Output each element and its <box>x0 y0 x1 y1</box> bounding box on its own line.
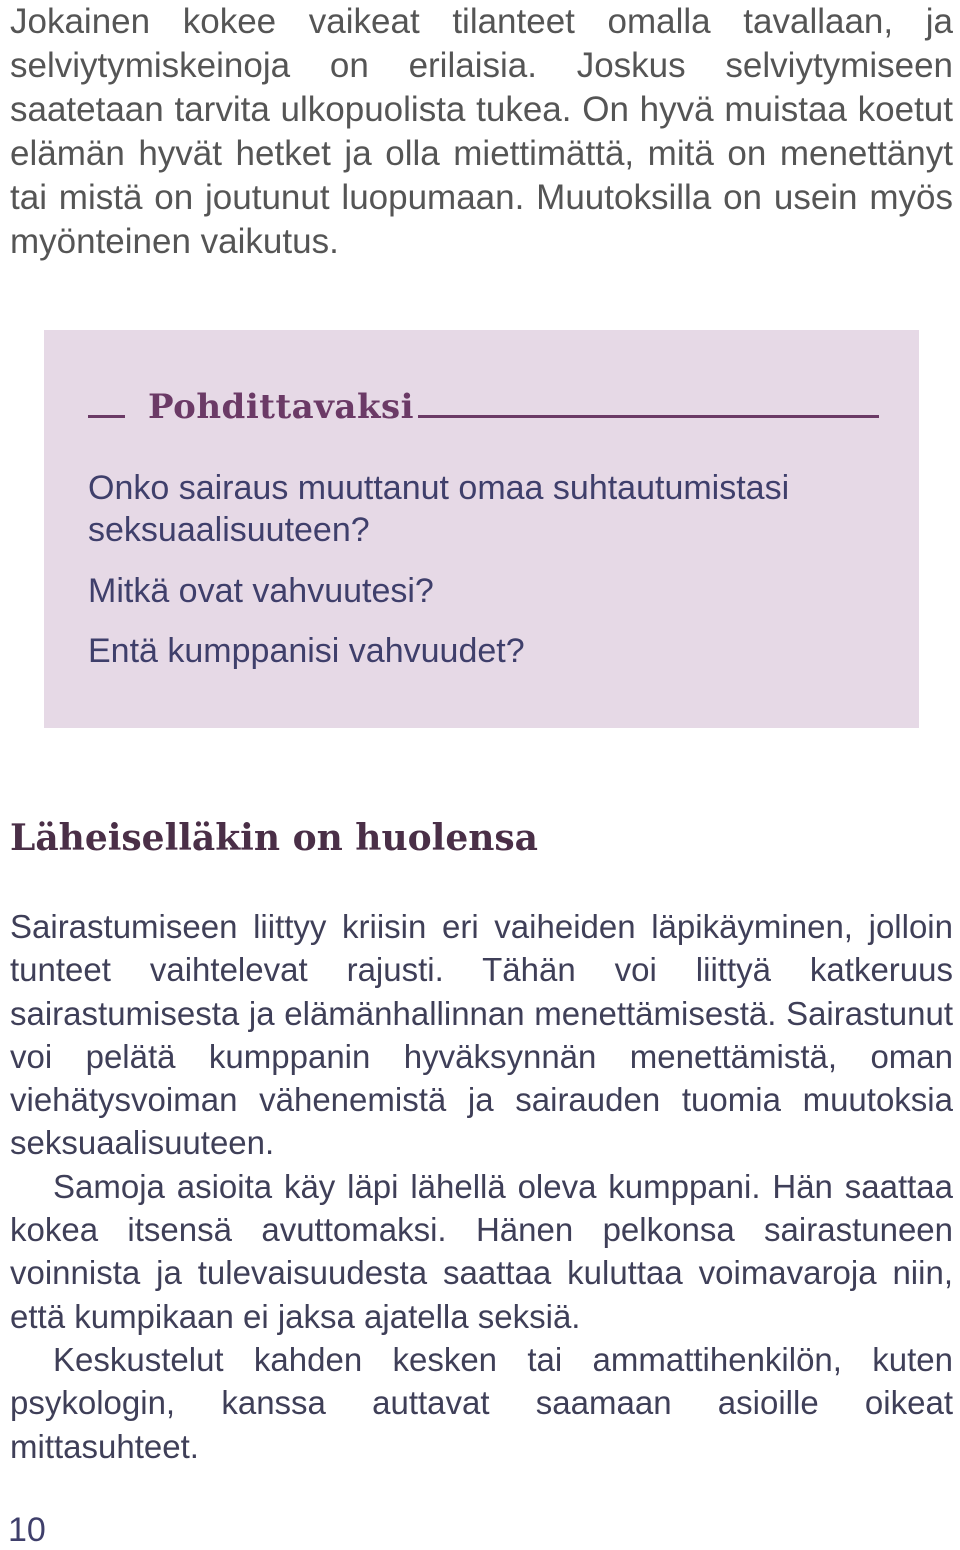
body-paragraph: Sairastumiseen liittyy kriisin eri vaiheiden läpikäyminen, jolloin tunteet vaihtelevat rajusti. Tähän voi liittyä katkeruus sairastumisesta ja elämänhallinnan menettämisestä. Sairastunut voi pelätä kumppanin hyväksynnän menettämistä, oman viehätysvoiman vähenemistä ja sairauden tuomia muutoksia seksuaalisuuteen. <box>10 908 953 1162</box>
page-number: 10 <box>8 1511 46 1549</box>
reflection-callout-box <box>44 330 919 728</box>
callout-question: Mitkä ovat vahvuutesi? <box>88 572 434 610</box>
intro-paragraph: Jokainen kokee vaikeat tilanteet omalla tavallaan, ja selviytymiskeinoja on erilaisia. Joskus selviytymiseen saatetaan tarvita ulkopuolista tukea. On hyvä muistaa koetut elämän hyvät hetket ja olla miettimättä, mitä on menettänyt tai mistä on joutunut luopumaan. Muutoksilla on usein myös myönteinen vaikutus. <box>10 2 953 261</box>
section-body <box>10 905 953 1468</box>
body-paragraph: Keskustelut kahden kesken tai ammattihenkilön, kuten psykologin, kanssa auttavat saamaan asioille oikeat mittasuhteet. <box>10 1340 953 1465</box>
callout-question: Entä kumppanisi vahvuudet? <box>88 632 525 670</box>
callout-rule-right <box>418 415 879 418</box>
body-paragraph: Samoja asioita käy läpi lähellä oleva kumppani. Hän saattaa kokea itsensä avuttomaksi. Hänen pelkonsa sairastuneen voinnista ja tulevaisuudesta saattaa kuluttaa voimavaroja niin, että kumpikaan ei jaksa ajatella seksiä. <box>10 1167 953 1335</box>
callout-rule-left <box>88 415 125 418</box>
intro-text <box>10 0 953 264</box>
section-heading: Läheiselläkin on huolensa <box>10 817 538 859</box>
callout-title: Pohdittavaksi <box>148 387 415 427</box>
callout-header <box>88 385 879 435</box>
callout-question: Onko sairaus muuttanut omaa suhtautumistasi seksuaalisuuteen? <box>88 469 790 549</box>
